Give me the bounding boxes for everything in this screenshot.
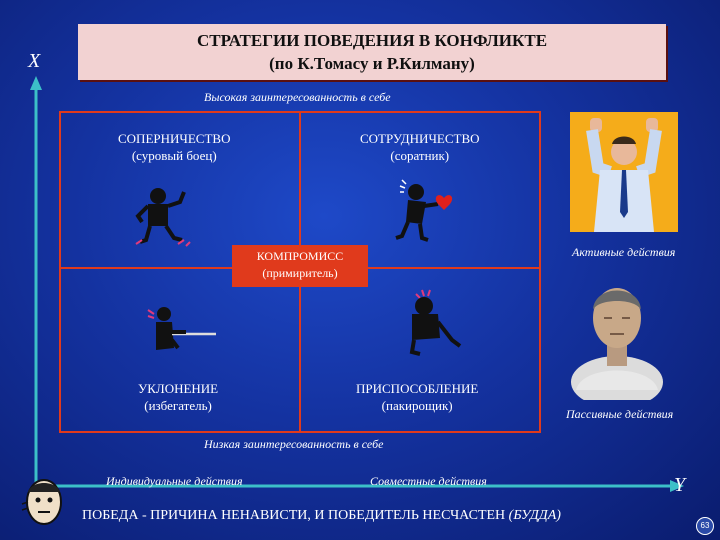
joint-actions-label: Совместные действия bbox=[370, 474, 487, 488]
passive-actions-label: Пассивные действия bbox=[566, 407, 674, 421]
avoider-figure-icon bbox=[144, 304, 220, 358]
quote-text: ПОБЕДА - ПРИЧИНА НЕНАВИСТИ, И ПОБЕДИТЕЛЬ НЕСЧАСТЕН bbox=[82, 508, 506, 523]
calm-man-portrait-icon bbox=[568, 270, 666, 400]
accommodation-role: (пакирощик) bbox=[381, 398, 453, 413]
individual-actions-label: Индивидуальные действия bbox=[106, 474, 243, 488]
y-axis-arrow bbox=[30, 76, 42, 90]
competition-name: СОПЕРНИЧЕСТВО bbox=[118, 131, 231, 146]
x-axis-label: X bbox=[28, 50, 41, 72]
competition-role: (суровый боец) bbox=[131, 148, 217, 163]
partner-figure-icon bbox=[392, 176, 458, 248]
compromise-role: (примиритель) bbox=[262, 266, 338, 280]
active-photo bbox=[570, 112, 678, 232]
avoidance-role: (избегатель) bbox=[144, 398, 212, 413]
quadrant-accommodation bbox=[356, 380, 478, 414]
quadrant-collaboration bbox=[360, 130, 480, 164]
quadrant-avoidance bbox=[138, 380, 218, 414]
fighter-figure-icon bbox=[134, 182, 194, 250]
buddha-quote bbox=[82, 508, 561, 524]
title-line-2: (по К.Томасу и Р.Килману) bbox=[269, 54, 475, 73]
quadrant-compromise bbox=[232, 245, 368, 287]
face-portrait-icon bbox=[18, 476, 68, 526]
compromise-name: КОМПРОМИСС bbox=[256, 249, 344, 263]
accommodator-figure-icon bbox=[398, 288, 468, 358]
active-actions-label: Активные действия bbox=[572, 245, 676, 259]
quadrant-competition bbox=[118, 130, 230, 164]
y-axis-label: Y bbox=[674, 474, 686, 496]
quote-author: (БУДДА) bbox=[508, 508, 561, 523]
collaboration-role: (соратник) bbox=[390, 148, 450, 163]
avoidance-name: УКЛОНЕНИЕ bbox=[138, 381, 219, 396]
bottom-interest-label: Низкая заинтересованность в себе bbox=[204, 437, 384, 451]
top-interest-label: Высокая заинтересованность в себе bbox=[204, 90, 391, 104]
page-number-badge: 63 bbox=[696, 517, 714, 535]
title-line-1: СТРАТЕГИИ ПОВЕДЕНИЯ В КОНФЛИКТЕ bbox=[196, 31, 548, 50]
accommodation-name: ПРИСПОСОБЛЕНИЕ bbox=[356, 381, 479, 396]
cheering-man-icon bbox=[570, 112, 678, 232]
collaboration-name: СОТРУДНИЧЕСТВО bbox=[360, 131, 480, 146]
